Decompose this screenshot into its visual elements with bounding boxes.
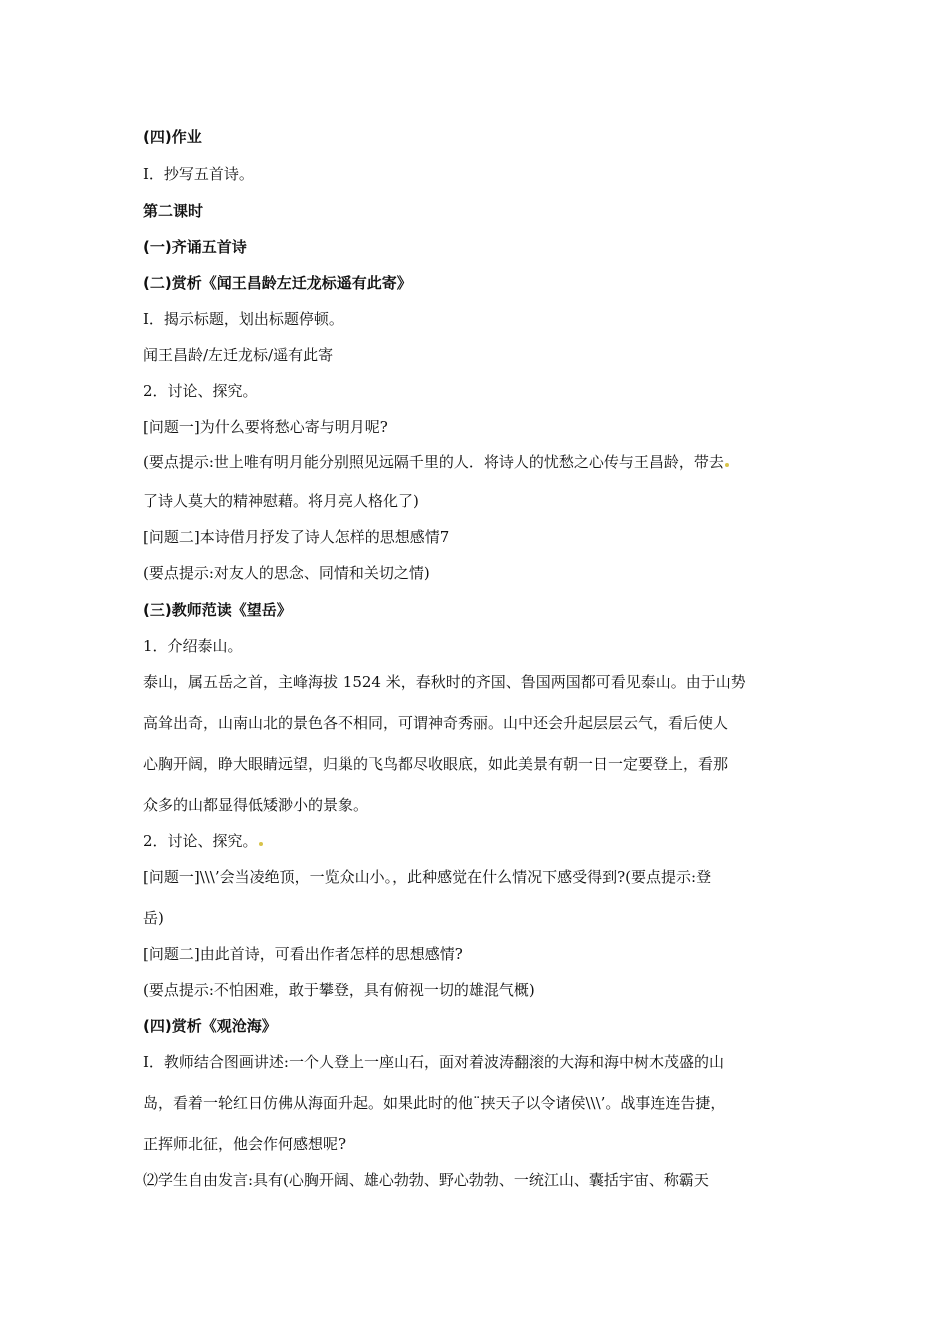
question-1: [问题一]为什么要将愁心寄与明月呢? (143, 418, 388, 436)
paragraph-line: 众多的山都显得低矮渺小的景象。 (143, 796, 369, 814)
list-item: 2．讨论、探究。 (143, 382, 258, 400)
list-item: I．揭示标题，划出标题停顿。 (143, 310, 344, 328)
answer-hint-text: (要点提示:世上唯有明月能分别照见远隔千里的人．将诗人的忧愁之心传与王昌龄，带去 (143, 453, 724, 471)
section-heading-guancanghai: (四)赏析《观沧海》 (143, 1017, 277, 1035)
paragraph-line: 高耸出奇，山南山北的景色各不相同，可谓神奇秀丽。山中还会升起层层云气，看后使人 (143, 714, 729, 732)
section-heading-wangyue: (三)教师范读《望岳》 (143, 601, 292, 619)
paragraph-line: 心胸开阔，睁大眼睛远望，归巢的飞鸟都尽收眼底，如此美景有朝一日一定要登上，看那 (143, 755, 729, 773)
list-item-text: 2．讨论、探究。 (143, 832, 258, 850)
list-item: ⑵学生自由发言:具有(心胸开阔、雄心勃勃、野心勃勃、一统江山、囊括宇宙、称霸天 (143, 1171, 709, 1189)
title-pause-answer: 闻王昌龄/左迁龙标/遥有此寄 (143, 346, 334, 364)
paragraph-line: I．教师结合图画讲述:一个人登上一座山石，面对着波涛翻滚的大海和海中树木茂盛的山 (143, 1053, 724, 1071)
homework-item-1: I．抄写五首诗。 (143, 165, 254, 183)
paragraph-line: 泰山，属五岳之首，主峰海拔 1524 米，春秋时的齐国、鲁国两国都可看见泰山。由于山势 (143, 673, 746, 691)
answer-hint-1a (143, 452, 823, 472)
paragraph-line: 岛，看着一轮红日仿佛从海面升起。如果此时的他¨挟天子以令诸侯\\\’。战事连连告捷， (143, 1094, 726, 1112)
list-item: 1．介绍泰山。 (143, 637, 243, 655)
section-heading-recite: (一)齐诵五首诗 (143, 238, 247, 256)
answer-hint-1b: 了诗人莫大的精神慰藉。将月亮人格化了) (143, 492, 419, 510)
answer-hint-2: (要点提示:对友人的思念、同情和关切之情) (143, 564, 430, 582)
section-heading-homework: (四)作业 (143, 128, 202, 146)
paragraph-line: 正挥师北征，他会作何感想呢? (143, 1135, 347, 1153)
question-2: [问题二]由此首诗，可看出作者怎样的思想感情? (143, 945, 463, 963)
question-2: [问题二]本诗借月抒发了诗人怎样的思想感情7 (143, 528, 450, 546)
marker-dot (259, 842, 263, 846)
answer-hint: (要点提示:不怕困难，敢于攀登，具有俯视一切的雄混气概) (143, 981, 535, 999)
question-1: [问题一]\\\’会当凌绝顶，一览众山小。，此种感觉在什么情况下感受得到?(要点提示:登 (143, 868, 712, 886)
question-1-continued: 岳) (143, 909, 164, 927)
lesson-2-heading: 第二课时 (143, 202, 204, 220)
list-item (143, 831, 823, 851)
marker-dot (725, 463, 729, 467)
section-heading-poem-analysis-1: (二)赏析《闻王昌龄左迁龙标遥有此寄》 (143, 274, 412, 292)
